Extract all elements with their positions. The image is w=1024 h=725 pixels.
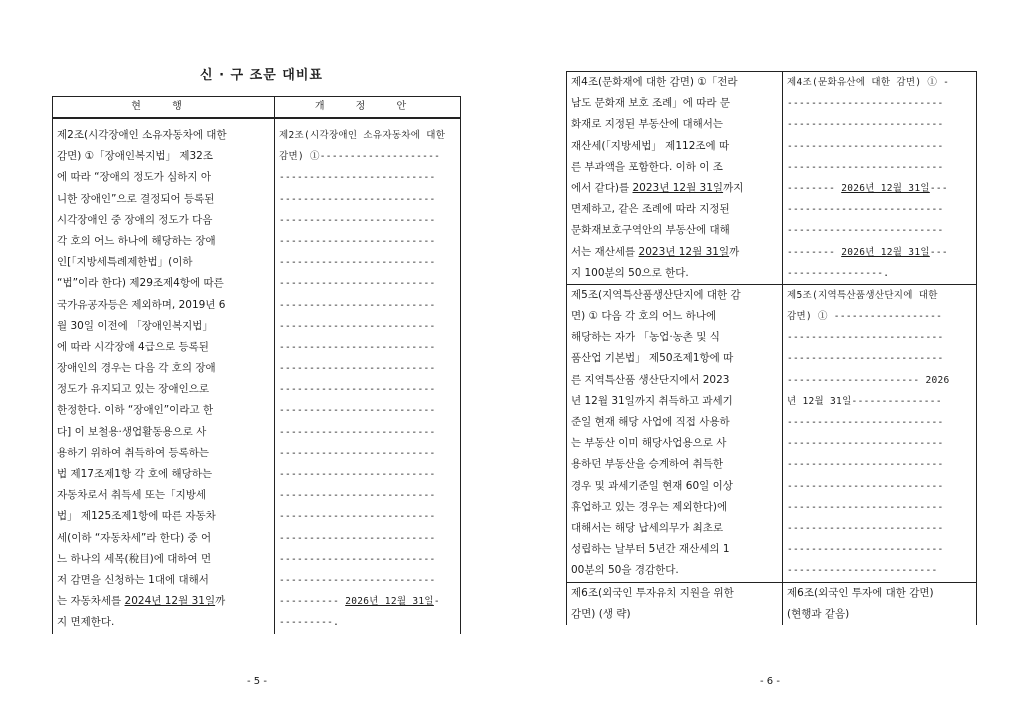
text-line: 화재로 지정된 부동산에 대해서는: [571, 118, 724, 131]
text-line: 준일 현재 해당 사업에 직접 사용하: [571, 416, 730, 428]
art4-revised-lines: [783, 72, 976, 284]
text-line: 문화재보호구역안의 부동산에 대해: [571, 224, 730, 237]
text-line: ---------- 2026년 12월 31일-: [279, 596, 440, 608]
text-line: 제5조(지역특산품생산단지에 대한 감: [571, 288, 741, 301]
text-line: -------- 2026년 12월 31일---: [787, 182, 948, 194]
text-line: 면제하고, 같은 조례에 따라 지정된: [571, 203, 730, 216]
text-line: 면) ① 다음 각 호의 어느 하나에: [571, 310, 717, 323]
text-line: 성립하는 날부터 5년간 재산세의 1: [571, 543, 730, 556]
art6-revised-lines: [783, 583, 976, 625]
current-text-cell: [53, 118, 275, 634]
art6-current-lines: [567, 583, 782, 625]
text-line: 각 호의 어느 하나에 해당하는 장애: [57, 234, 216, 247]
text-line: ---------.: [279, 617, 340, 629]
text-line: 월 30일 이전에 「장애인복지법」: [57, 319, 213, 332]
text-line: 제6조(외국인 투자유치 지원을 위한: [571, 586, 734, 599]
art6-revised-cell: [783, 582, 977, 625]
text-line: 제2조(시각장애인 소유자동차에 대한: [57, 129, 227, 141]
text-line: 는 부동산 이미 해당사업용으로 사: [571, 437, 727, 450]
text-line: 에 따라 시각장애 4급으로 등록된: [57, 340, 209, 353]
text-line: 는 자동차세를 2024년 12월 31일까: [57, 595, 226, 608]
text-line: --------------------------: [787, 480, 944, 492]
text-line: ---------------------- 2026: [787, 374, 950, 386]
text-line: 감면) (생 략): [571, 607, 631, 620]
text-line: “법”이라 한다) 제29조제4항에 따른: [57, 277, 224, 290]
text-line: 해당하는 자가 「농업·농촌 및 식: [571, 331, 720, 344]
text-line: 재산세(「지방세법」 제112조에 따: [571, 139, 730, 152]
header-current: 현 행: [53, 97, 275, 119]
text-line: 에서 같다)를 2023년 12월 31일까지: [571, 181, 744, 194]
text-line: --------------------------: [787, 98, 944, 110]
text-line: --------------------------: [279, 490, 436, 502]
text-line: 니한 장애인”으로 결정되어 등록된: [57, 192, 215, 205]
text-line: --------------------------: [787, 225, 944, 237]
text-line: --------------------------: [787, 459, 944, 471]
text-line: --------------------------: [279, 469, 436, 480]
text-line: 제4조(문화재에 대한 감면) ①「전라: [571, 76, 738, 88]
text-line: --------------------------: [279, 384, 436, 396]
text-line: 감면) ①「장애인복지법」 제32조: [57, 150, 213, 163]
text-line: 지 면제한다.: [57, 616, 115, 629]
text-line: 제2조(시각장애인 소유자동차에 대한: [279, 130, 446, 141]
text-line: 00분의 50을 경감한다.: [571, 564, 679, 577]
text-line: 감면) ①--------------------: [279, 151, 441, 163]
text-line: --------------------------: [279, 426, 436, 438]
text-line: --------------------------: [787, 522, 944, 534]
text-line: 지 100분의 50으로 한다.: [571, 266, 689, 279]
text-line: --------------------------: [787, 119, 944, 131]
art4-current-lines: [567, 72, 782, 284]
text-line: --------------------------: [787, 417, 944, 428]
text-line: 년 12월 31일까지 취득하고 과세기: [571, 394, 733, 407]
art4-revised-cell: [783, 72, 977, 285]
text-line: --------------------------: [787, 544, 944, 556]
text-line: 다] 이 보철용·생업활동용으로 사: [57, 425, 207, 438]
header-revised: 개 정 안: [275, 97, 461, 119]
text-line: --------------------------: [279, 363, 436, 375]
page-number-right: - 6 -: [760, 676, 780, 687]
text-line: --------------------------: [279, 299, 436, 311]
text-line: --------------------------: [279, 235, 436, 247]
text-line: 시각장애인 중 장애의 정도가 다음: [57, 213, 213, 226]
text-line: --------------------------: [279, 341, 436, 353]
text-line: 용하던 부동산을 승계하여 취득한: [571, 458, 724, 471]
text-line: --------------------------: [279, 405, 436, 417]
text-line: 른 부과액을 포함한다. 이하 이 조: [571, 160, 723, 173]
current-lines: [53, 125, 274, 634]
text-line: 느 하나의 세목(稅目)에 대하여 먼: [57, 552, 212, 565]
text-line: -------------------------: [787, 565, 938, 577]
text-line: 제5조(지역특산품생산단지에 대한: [787, 289, 938, 301]
text-line: --------------------------: [279, 172, 436, 184]
text-line: --------------------------: [279, 553, 436, 565]
text-line: --------------------------: [279, 278, 436, 290]
text-line: 인[「지방세특례제한법」(이하: [57, 256, 193, 269]
text-line: (현행과 같음): [787, 607, 850, 620]
text-line: 휴업하고 있는 경우는 제외한다)에: [571, 500, 728, 513]
text-line: --------------------------: [279, 257, 436, 269]
revised-text-cell: [275, 118, 461, 634]
text-line: --------------------------: [279, 574, 436, 586]
text-line: --------------------------: [279, 447, 436, 459]
art5-current-cell: [567, 284, 783, 582]
text-line: --------------------------: [279, 532, 436, 544]
page-number-left: - 5 -: [247, 676, 267, 687]
text-line: 경우 및 과세기준일 현재 60일 이상: [571, 479, 733, 492]
text-line: ----------------.: [787, 267, 890, 279]
text-line: 법」 제125조제1항에 따른 자동차: [57, 510, 216, 523]
text-line: --------------------------: [279, 511, 436, 523]
revised-lines: [275, 125, 460, 634]
text-line: 용하기 위하여 취득하여 등록하는: [57, 446, 210, 459]
text-line: 서는 재산세를 2023년 12월 31일까: [571, 245, 740, 258]
text-line: 제4조(문화유산에 대한 감면) ① -: [787, 77, 950, 88]
text-line: 남도 문화재 보호 조례」에 따라 문: [571, 97, 731, 110]
text-line: --------------------------: [787, 161, 944, 173]
text-line: 국가유공자등은 제외하며, 2019년 6: [57, 298, 226, 311]
text-line: 정도가 유지되고 있는 장애인으로: [57, 383, 210, 396]
text-line: --------------------------: [279, 320, 436, 332]
text-line: --------------------------: [279, 193, 436, 205]
art5-revised-lines: [783, 285, 976, 582]
text-line: --------------------------: [787, 140, 944, 152]
text-line: 자동차로서 취득세 또는「지방세: [57, 489, 207, 502]
text-line: --------------------------: [787, 204, 944, 216]
text-line: 제6조(외국인 투자에 대한 감면): [787, 586, 934, 599]
text-line: 대해서는 해당 납세의무가 최초로: [571, 521, 724, 534]
text-line: -------- 2026년 12월 31일---: [787, 246, 948, 258]
art4-current-cell: [567, 72, 783, 285]
text-line: --------------------------: [787, 438, 944, 450]
text-line: 년 12월 31일---------------: [787, 395, 942, 407]
art6-current-cell: [567, 582, 783, 625]
text-line: 법 제17조제1항 각 호에 해당하는: [57, 468, 213, 480]
text-line: 감면) ① ------------------: [787, 311, 943, 323]
comparison-table-right: [566, 71, 977, 625]
text-line: 저 감면을 신청하는 1대에 대해서: [57, 573, 209, 586]
comparison-table-left: [52, 96, 461, 634]
text-line: --------------------------: [787, 353, 944, 365]
text-line: 에 따라 “장애의 정도가 심하지 아: [57, 171, 211, 184]
art5-revised-cell: [783, 284, 977, 582]
text-line: 장애인의 경우는 다음 각 호의 장애: [57, 362, 216, 375]
art5-current-lines: [567, 285, 782, 582]
text-line: --------------------------: [279, 214, 436, 226]
text-line: 세(이하 “자동차세”라 한다) 중 어: [57, 531, 212, 544]
text-line: 른 지역특산품 생산단지에서 2023: [571, 373, 730, 386]
text-line: 품산업 기본법」 제50조제1항에 따: [571, 352, 734, 365]
text-line: --------------------------: [787, 332, 944, 344]
page-title: 신 · 구 조문 대비표: [200, 68, 323, 83]
text-line: --------------------------: [787, 501, 944, 513]
text-line: 한정한다. 이하 “장애인”이라고 한: [57, 404, 214, 417]
